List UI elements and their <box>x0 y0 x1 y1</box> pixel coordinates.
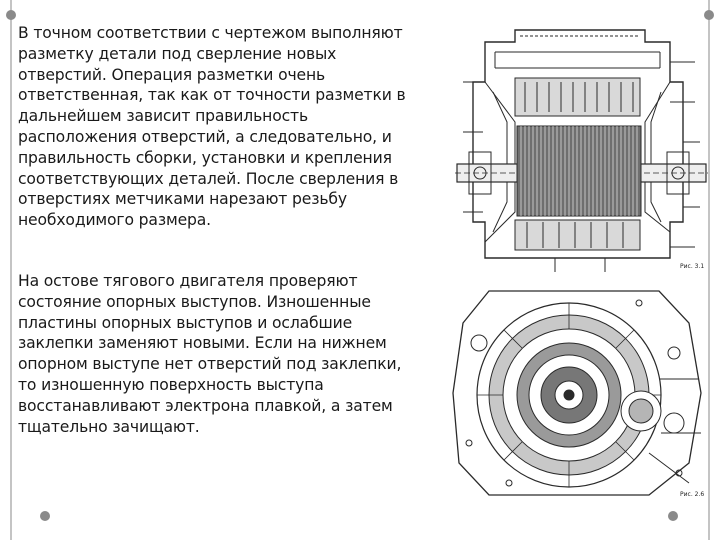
frame-dot-bottom-left <box>40 511 50 521</box>
frame-dot-bottom-right <box>668 511 678 521</box>
motor-end-view-drawing <box>449 283 707 503</box>
frame-dot-top-left <box>6 10 16 20</box>
motor-section-drawing <box>455 22 708 278</box>
figure1-caption: Рис. 3.1 <box>680 263 705 270</box>
paragraph-marking-drilling: В точном соответствии с чертежом выполняют разметку детали под сверление новых отверстий. Операция разметки очень ответственная, так как от точности разметки в дальнейшем зависит правильность расположения отверстий, а следовательно, и правильность сборки, установки и крепления соответствующих деталей. После сверления в отверстиях метчиками нарезают резьбу необходимого размера. <box>18 24 406 230</box>
slide-frame-right-line <box>708 0 710 540</box>
paragraph-support-lugs: На остове тягового двигателя проверяют состояние опорных выступов. Изношенные пластины опорных выступов и ослабшие заклепки заменяют новыми. Если на нижнем опорном выступе нет отверстий под заклепки, то изношенную поверхность выступа восстанавливают электрона плавкой, а затем тщательно зачищают. <box>18 272 402 436</box>
figure2-caption: Рис. 2.6 <box>680 491 705 498</box>
slide-frame-left-line <box>10 0 12 540</box>
frame-dot-top-right <box>704 10 714 20</box>
